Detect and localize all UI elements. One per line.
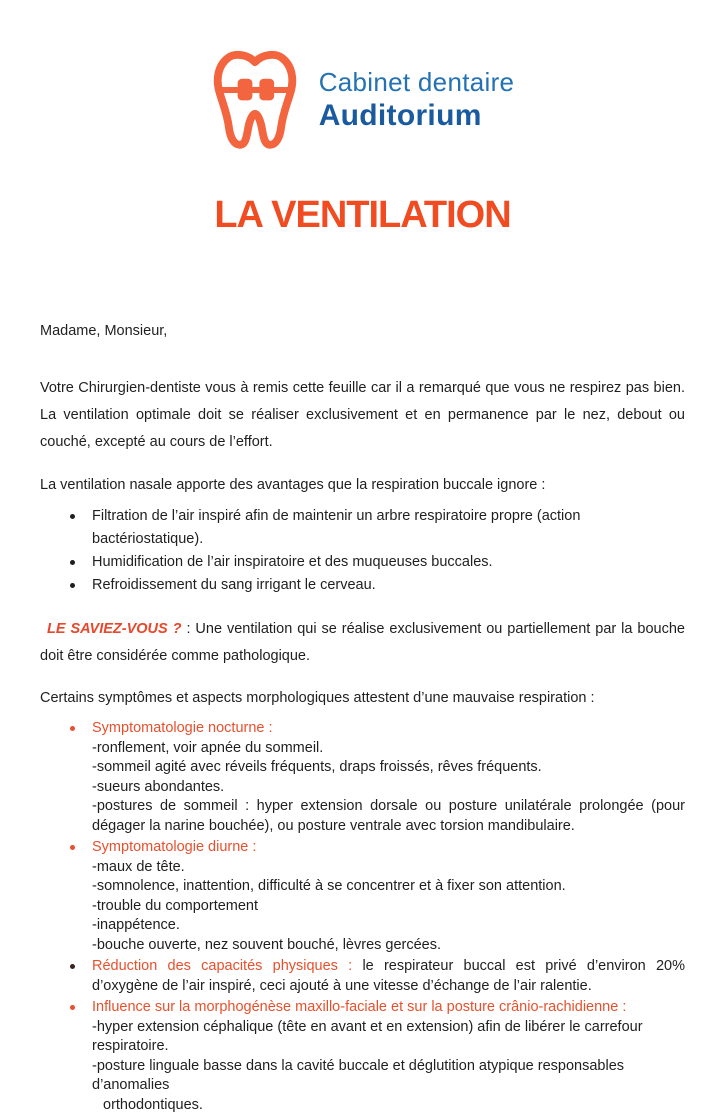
list-item: Filtration de l’air inspiré afin de maintenir un arbre respiratoire propre (action bactériostatique). [40,505,685,551]
advantages-lead: La ventilation nasale apporte des avantages que la respiration buccale ignore : [40,477,685,493]
symptom-line: -ronflement, voir apnée du sommeil. [92,739,685,759]
symptom-line: -sueurs abondantes. [92,778,685,798]
symptom-group-heading: Réduction des capacités physiques : le respirateur buccal est privé d’environ 20% d’oxygène de l’air inspiré, ceci ajouté à une vitesse d’échange de l’air ralentie. [92,957,685,996]
symptom-line: -posture linguale basse dans la cavité buccale et déglutition atypique responsables d’anomalies [92,1057,685,1096]
symptom-line: -hyper extension céphalique (tête en avant et en extension) afin de libérer le carrefour respiratoire. [92,1018,685,1057]
intro-paragraph: Votre Chirurgien-dentiste vous à remis cette feuille car il a remarqué que vous ne respirez pas bien. La ventilation optimale doit se réaliser exclusivement et en permanence par le nez, debout ou couché, excepté au cours de l’effort. [40,375,685,456]
did-you-know-paragraph [40,616,685,670]
did-you-know-text: : Une ventilation qui se réalise exclusivement ou partiellement par la bouche doit être considérée comme pathologique. [40,621,685,664]
list-item: Refroidissement du sang irrigant le cerveau. [40,574,685,597]
symptom-line: -somnolence, inattention, difficulté à se concentrer et à fixer son attention. [92,877,685,897]
symptom-group-nocturne [40,719,685,836]
symptom-group-heading: Symptomatologie nocturne : [92,719,685,739]
clinic-name [319,68,515,133]
symptom-line: -bouche ouverte, nez souvent bouché, lèvres gercées. [92,936,685,956]
symptoms-lead: Certains symptômes et aspects morphologiques attestent d’une mauvaise respiration : [40,690,685,706]
symptom-group-heading: Symptomatologie diurne : [92,838,685,858]
symptom-group-capacites [40,957,685,996]
symptoms-list [40,719,685,1115]
did-you-know-label: LE SAVIEZ-VOUS ? [47,621,182,637]
symptom-line: -postures de sommeil : hyper extension dorsale ou posture unilatérale prolongée (pour dégager la narine bouchée), ou posture ventrale avec torsion mandibulaire. [92,797,685,836]
clinic-name-line1: Cabinet dentaire [319,68,515,97]
clinic-name-line2: Auditorium [319,99,515,132]
symptom-line: -maux de tête. [92,858,685,878]
symptom-line: orthodontiques. [92,1096,685,1115]
symptom-group-morphogenese [40,998,685,1115]
clinic-logo [0,0,725,150]
symptom-group-heading: Influence sur la morphogénèse maxillo-faciale et sur la posture crânio-rachidienne : [92,998,685,1018]
list-item: Humidification de l’air inspiratoire et des muqueuses buccales. [40,551,685,574]
tooth-braces-icon [211,50,299,150]
advantages-list [40,505,685,597]
symptom-group-diurne [40,838,685,955]
symptom-line: -trouble du comportement [92,897,685,917]
symptom-inline-text: le respirateur buccal est privé d’environ 20% d’oxygène de l’air inspiré, ceci ajouté à une vitesse d’échange de l’air ralentie. [92,958,685,994]
page-title: LA VENTILATION [0,194,725,237]
document-body [40,323,685,1115]
salutation: Madame, Monsieur, [40,323,685,339]
symptom-line: -sommeil agité avec réveils fréquents, draps froissés, rêves fréquents. [92,758,685,778]
symptom-line: -inappétence. [92,916,685,936]
